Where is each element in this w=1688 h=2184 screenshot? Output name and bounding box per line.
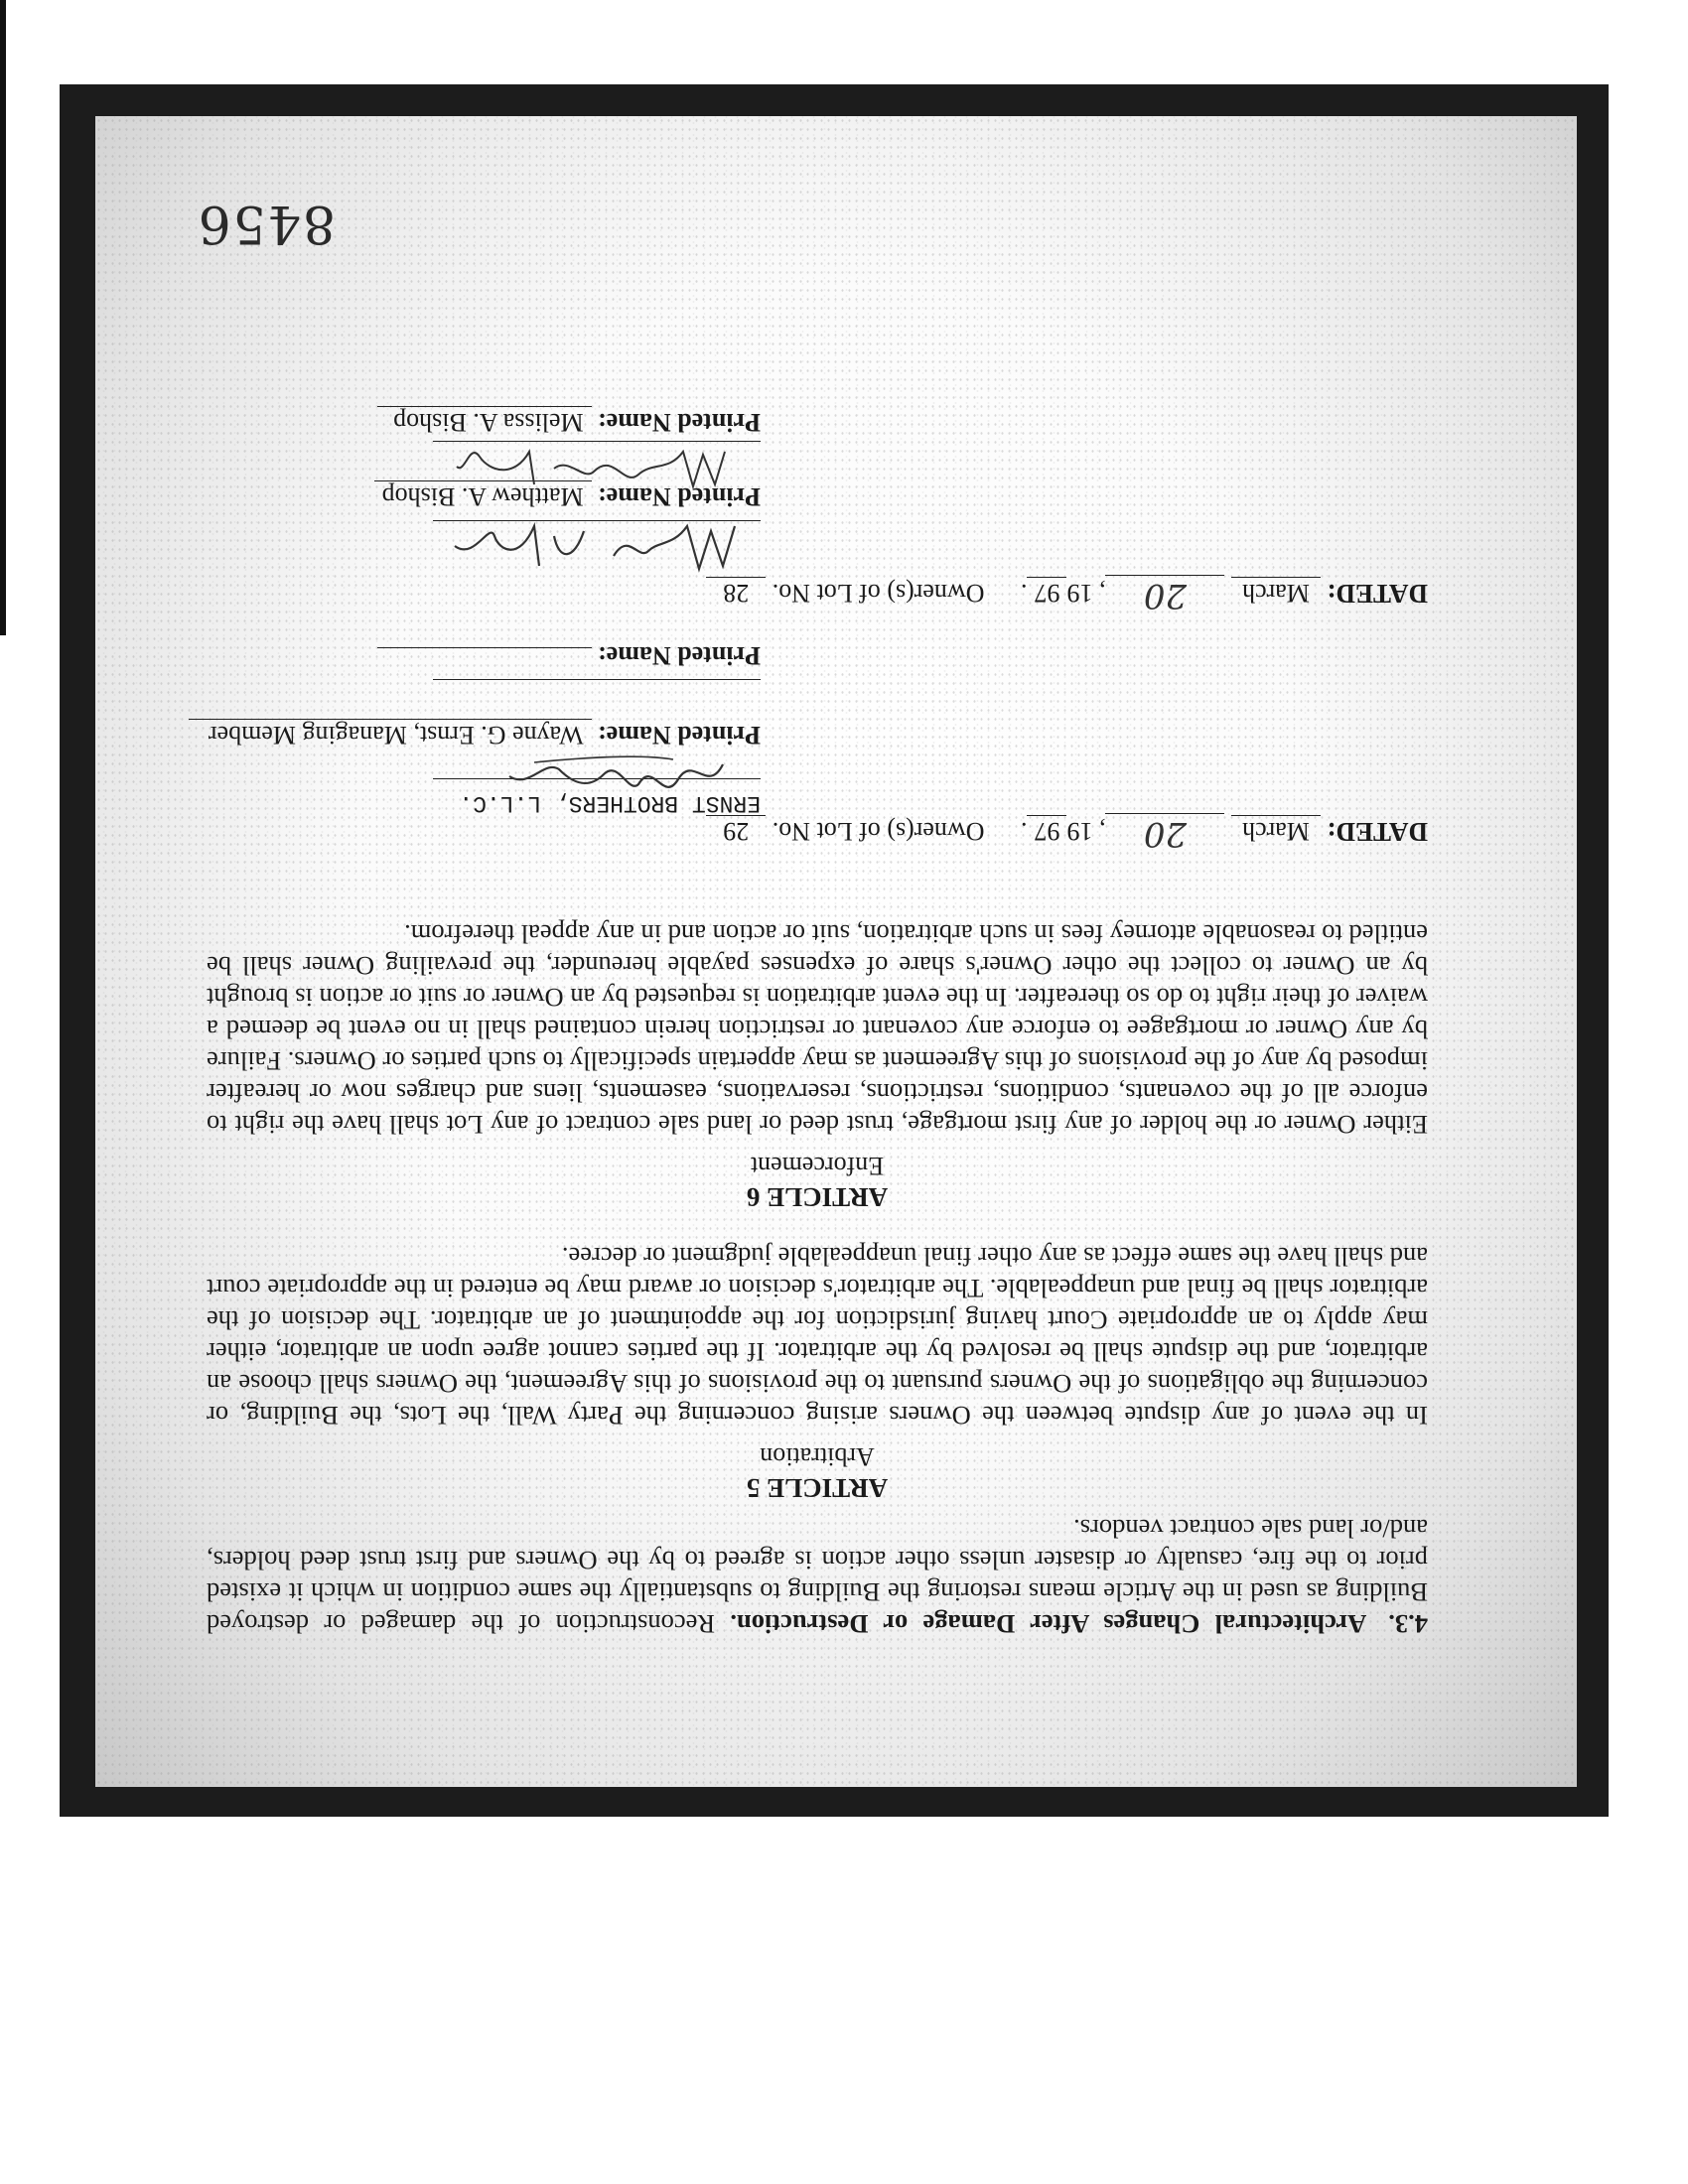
owner-label: Owner(s) of Lot No. [772,579,985,608]
article-5-title: ARTICLE 5 [746,1473,889,1503]
month-field: March [1231,577,1321,608]
article-5-subtitle: Arbitration [760,1442,875,1471]
printed-name-value: Melissa A. Bishop [377,406,592,437]
article-6-body: Either Owner or the holder of any first mortgage, trust deed or land sale contract of any Lot shall have the right to enforce all of the covenants, conditions, restrictions, reservations, easements, liens and charges now or hereafter imposed by any of the provisions of this Agreement as may appertain specifically to such parties or Owners. Failure by any Owner or mortgagee to enforce any covenant or restriction herein contained shall in no event be deemed a waiver of their right to do so thereafter. In the event arbitration is requested by an Owner or suit or action is brought by an Owner to collect the other Owner's share of expenses payable hereunder, the prevailing Owner shall be entitled to reasonable attorney fees in such arbitration, suit or action and in any appeal therefrom. [207,919,1428,1140]
signature-ernst [494,745,733,804]
page-number: 8456 [196,194,336,253]
dated-row: DATED: March 20, 1997. Owner(s) of Lot No. 28 [706,575,1428,615]
article-5-body: In the event of any dispute between the Owners arising concerning the Party Wall, the Lots, the Building, or concerning the obligations of the Owners pursuant to the provisions of this Agreement, the Owners shall choose an arbitrator, and the dispute shall be resolved by the arbitrator. If the parties cannot agree upon an arbitrator, either may apply to an appropriate Court having jurisdiction for the appointment of an arbitrator. The decision of the arbitrator shall be final and unappealable. The arbitrator's decision or award may be entered in the appropriate court and shall have the same effect as any other final unappealable judgment or decree. [207,1242,1428,1431]
printed-name-label: Printed Name: [598,641,761,670]
scan-border [60,84,1609,1817]
printed-name-row-2 [377,640,761,670]
printed-name-row-2 [377,406,761,437]
document-page [95,116,1577,1787]
printed-name-row-1 [189,719,761,750]
section-number: 4.3. [1388,1609,1428,1639]
section-body: Reconstruction of the damaged or destroyed Building as used in the Article means restoring the Building to substantially the same condition in which it existed prior to the fire, casualty or disaster unless other action is agreed to by the Owners and first trust deed holders, and/or land sale contract vendors. [206,1514,1428,1639]
signature-line-2 [433,679,761,710]
signature-matthew-bishop [445,511,743,581]
year-field: 97 [1027,577,1066,608]
article-6-subtitle: Enforcement [750,1152,885,1180]
owner-label: Owner(s) of Lot No. [772,817,985,846]
lot-number-field: 29 [706,815,766,846]
page-content-rotated [95,116,1577,1787]
section-title: Architectural Changes After Damage or Destruction. [730,1609,1367,1639]
month-field: March [1231,815,1321,846]
printed-name-value: Wayne G. Ernst, Managing Member [189,719,592,750]
year-prefix: 19 [1066,579,1093,608]
company-name: ERNST BROTHERS, L.L.C. [459,790,761,816]
day-field: 20 [1105,575,1224,615]
printed-name-label: Printed Name: [598,721,761,750]
printed-name-value-empty [377,647,592,648]
signature-line-2 [433,441,761,472]
printed-name-label: Printed Name: [598,408,761,437]
dated-row: DATED: March 20, 1997. Owner(s) of Lot No. 29 [706,813,1428,854]
scan-edge-mark [0,0,6,635]
printed-name-value: Matthew A. Bishop [374,480,592,511]
year-prefix: 19 [1066,817,1093,846]
year-field: 97 [1027,815,1066,846]
dated-label: DATED: [1327,579,1428,609]
dated-label: DATED: [1327,817,1428,847]
section-4-3 [207,1513,1428,1640]
article-6-title: ARTICLE 6 [746,1182,889,1212]
printed-name-label: Printed Name: [598,482,761,511]
lot-number-field: 28 [706,577,766,608]
day-field: 20 [1105,813,1224,854]
